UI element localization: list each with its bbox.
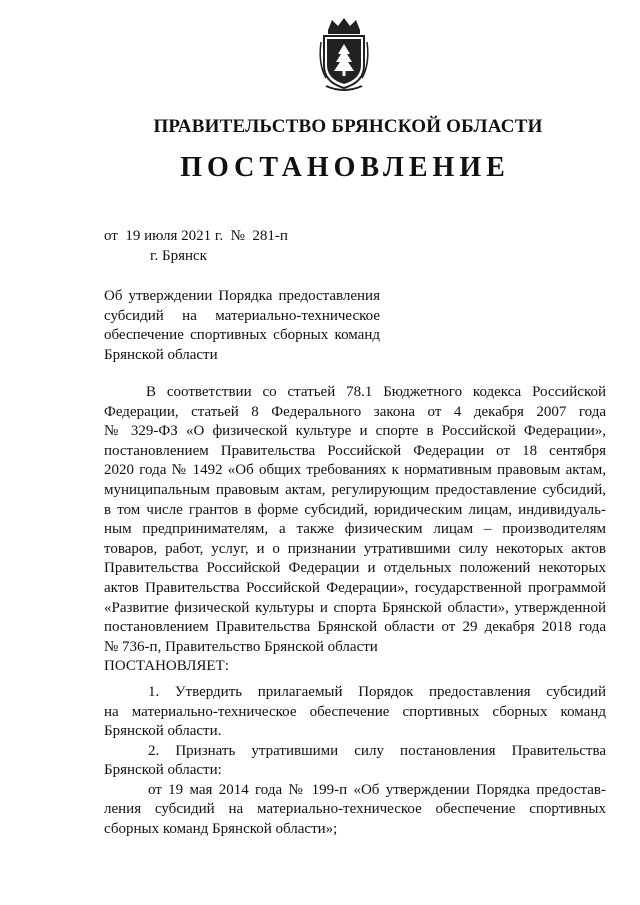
preamble-line: Правительства Российской Федерации и отдельных положений некоторых (104, 560, 606, 577)
document-subject (104, 287, 380, 365)
item-1-line: 1. Утвердить прилагаемый Порядок предоставления субсидий (148, 683, 606, 700)
subject-line: Брянской области (104, 346, 218, 363)
city: г. Брянск (150, 248, 207, 264)
document-type-title: ПОСТАНОВЛЕНИЕ (180, 152, 510, 183)
preamble-line: № 329-ФЗ «О физической культуре и спорте в Российской Федерации», (104, 423, 606, 440)
preamble-line: в том числе грантов в форме субсидий, юридическим лицам, индивидуаль- (104, 501, 606, 518)
bryansk-coat-of-arms-icon (318, 16, 370, 92)
resolves-heading: ПОСТАНОВЛЯЕТ: (104, 658, 229, 675)
item-2-line: Брянской области: (104, 762, 222, 779)
preamble-line: муниципальным правовым актам, регулирующим предоставление субсидий, (104, 481, 606, 498)
item-1-line: Брянской области. (104, 723, 222, 740)
preamble-line: актов Правительства Российской Федерации», государственной программой (104, 579, 606, 596)
government-title: ПРАВИТЕЛЬСТВО БРЯНСКОЙ ОБЛАСТИ (153, 116, 543, 137)
preamble-line: «Развитие физической культуры и спорта Брянской области», утвержденной (104, 599, 606, 616)
date-and-number: от 19 июля 2021 г. № 281-п (104, 228, 288, 244)
subject-line: обеспечение спортивных сборных команд (104, 327, 380, 343)
item-2-sub-line: от 19 мая 2014 года № 199-п «Об утверждении Порядка предостав- (148, 781, 606, 798)
preamble-line: ным предпринимателям, а также физическим лицам – производителям (104, 521, 606, 538)
preamble-line: 2020 года № 1492 «Об общих требованиях к нормативным правовым актам, (104, 462, 606, 479)
document-body (104, 383, 606, 840)
preamble-line: № 736-п, Правительство Брянской области (104, 638, 378, 655)
item-2-sub-line: сборных команд Брянской области»; (104, 821, 338, 838)
item-1-line: на материально-техническое обеспечение спортивных сборных команд (104, 703, 606, 720)
item-2-line: 2. Признать утратившими силу постановления Правительства (148, 742, 606, 759)
item-2-sub-line: ления субсидий на материально-техническое обеспечение спортивных (104, 801, 606, 818)
subject-line: субсидий на материально-техническое (104, 307, 380, 324)
subject-line: Об утверждении Порядка предоставления (104, 288, 380, 304)
preamble-line: товаров, работ, услуг, и о признании утратившими силу некоторых актов (104, 540, 606, 557)
preamble-line: постановлением Правительства Брянской области от 29 декабря 2018 года (104, 619, 606, 636)
preamble-line: Федерации, статьей 8 Федерального закона от 4 декабря 2007 года (104, 403, 606, 420)
preamble-line: В соответствии со статьей 78.1 Бюджетного кодекса Российской (146, 384, 606, 400)
preamble-line: постановлением Правительства Российской Федерации от 18 сентября (104, 442, 606, 459)
